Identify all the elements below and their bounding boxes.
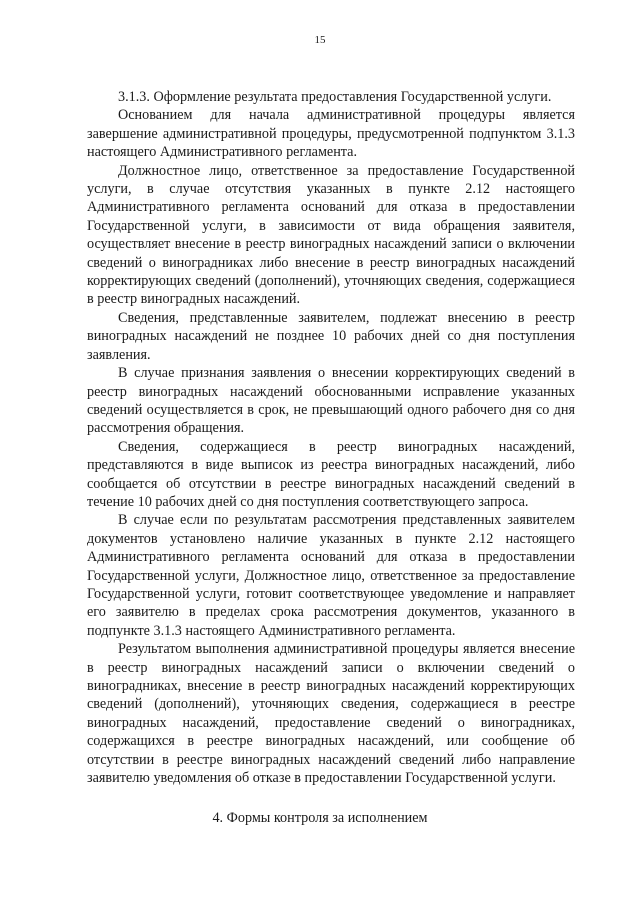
paragraph-corrections: В случае признания заявления о внесении корректирующих сведений в реестр виноградных насаждений обоснованными исправление указанных сведений осуществляется в срок, не превышающий одного рабочего дня со дня рассмотрения обращения. bbox=[87, 365, 575, 437]
body-text bbox=[87, 88, 575, 787]
paragraph-result: Результатом выполнения административной процедуры является внесение в реестр виноградных насаждений записи о включении сведений о виноградниках, внесение в реестр виноградных насаждений корректирующих сведений (дополнений), уточняющих сведения, содержащиеся в реестре виноградных насаждений, предоставление сведений о виноградниках, содержащихся в реестре виноградных насаждений, или сообщение об отсутствии в реестре виноградных насаждений сведений либо направление заявителю уведомления об отказе в предоставлении Государственной услуги. bbox=[87, 641, 575, 787]
page-number: 15 bbox=[314, 34, 326, 46]
paragraph-entry-deadline: Сведения, представленные заявителем, подлежат внесению в реестр виноградных насаждений не позднее 10 рабочих дней со дня поступления заявления. bbox=[87, 309, 575, 363]
paragraph-extracts: Сведения, содержащиеся в реестр виноградных насаждений, представляются в виде выписок из реестра виноградных насаждений, либо сообщается об отсутствии в реестре виноградных насаждений сведений в течение 10 рабочих дней со дня поступления соответствующего запроса. bbox=[87, 438, 575, 510]
paragraph-refusal: В случае если по результатам рассмотрения представленных заявителем документов установлено наличие указанных в пункте 2.12 настоящего Административного регламента оснований для отказа в предоставлении Государственной услуги, Должностное лицо, ответственное за предоставление Государственной услуги, готовит соответствующее уведомление и направляет его заявителю в пределах срока рассмотрения документов, указанного в подпункте 3.1.3 настоящего Административного регламента. bbox=[87, 512, 575, 639]
paragraph-official-actions: Должностное лицо, ответственное за предоставление Государственной услуги, в случае отсутствия указанных в пункте 2.12 настоящего Административного регламента оснований для отказа в предоставлении Государственной услуги, в зависимости от вида обращения заявителя, осуществляет внесение в реестр виноградных насаждений записи о включении сведений о виноградниках либо внесение в реестр виноградных насаждений корректирующих сведений (дополнений), уточняющих сведения, содержащиеся в реестр виноградных насаждений. bbox=[87, 162, 575, 308]
section-heading: 4. Формы контроля за исполнением bbox=[212, 810, 428, 826]
paragraph-3-1-3-heading: 3.1.3. Оформление результата предоставления Государственной услуги. bbox=[118, 89, 552, 105]
paragraph-basis: Основанием для начала административной процедуры является завершение административной процедуры, предусмотренной подпунктом 3.1.3 настоящего Административного регламента. bbox=[87, 107, 575, 161]
